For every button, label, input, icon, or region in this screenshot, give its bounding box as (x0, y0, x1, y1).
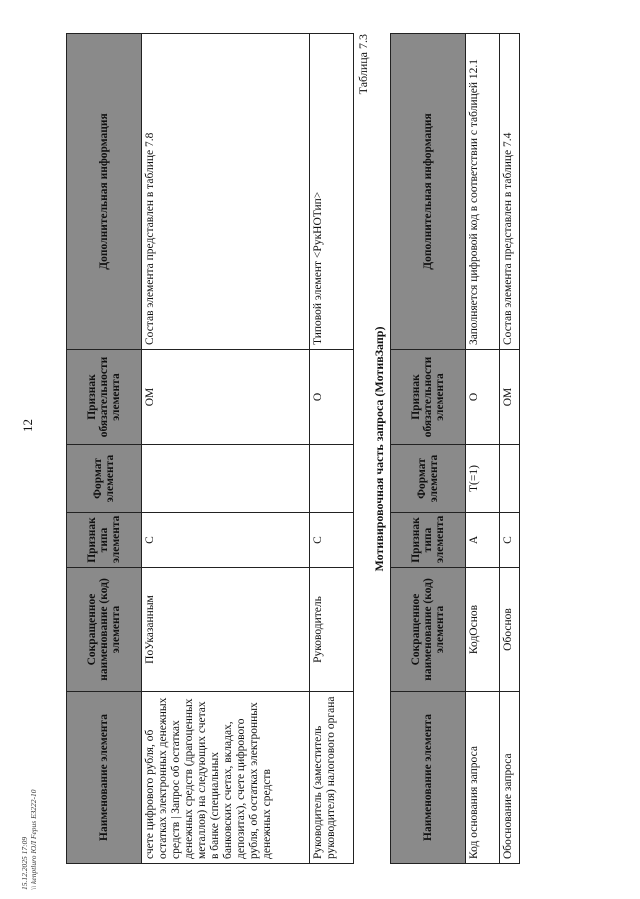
cell-required: О (310, 350, 354, 445)
cell-info: Типовой элемент <РукНОТип> (310, 34, 354, 350)
footer-path: \\ kenptluro ЮЛ Fepus ЕЗ222-10 (29, 789, 38, 890)
header-element-format: Формат элемента (391, 445, 466, 513)
cell-format (310, 445, 354, 513)
motivation-table (390, 33, 520, 864)
header-element-name: Наименование элемента (67, 692, 142, 864)
cell-name: счете цифрового рубля, об остатках электронных денежных средств | Запрос об остатках денежных средств (драгоценных металлов) на следующих счетах в банке (специальных банковских счетах, вкладах, депозитах), счете цифрового рубля, об остатках электронных денежных средств (142, 692, 310, 864)
table-header-row (67, 34, 142, 864)
table-row (466, 34, 500, 864)
header-element-code: Сокращенное наименование (код) элемента (391, 568, 466, 692)
cell-required: ОМ (142, 350, 310, 445)
cell-type: А (466, 513, 500, 568)
page-number: 12 (20, 419, 35, 432)
header-additional-info: Дополнительная информация (67, 34, 142, 350)
cell-code: ПоУказанным (142, 568, 310, 692)
header-element-format: Формат элемента (67, 445, 142, 513)
cell-format (500, 445, 520, 513)
table-row (142, 34, 310, 864)
header-element-code: Сокращенное наименование (код) элемента (67, 568, 142, 692)
table-row (310, 34, 354, 864)
cell-format (142, 445, 310, 513)
cell-info: Заполняется цифровой код в соответствии с таблицей 12.1 (466, 34, 500, 350)
header-element-required: Признак обязательности элемента (67, 350, 142, 445)
cell-name: Руководитель (заместитель руководителя) налогового органа (310, 692, 354, 864)
header-element-name: Наименование элемента (391, 692, 466, 864)
cell-info: Состав элемента представлен в таблице 7.4 (500, 34, 520, 350)
cell-info: Состав элемента представлен в таблице 7.8 (142, 34, 310, 350)
header-element-type: Признак типа элемента (67, 513, 142, 568)
elements-table-continued (66, 33, 354, 864)
header-element-required: Признак обязательности элемента (391, 350, 466, 445)
cell-type: С (500, 513, 520, 568)
cell-type: С (310, 513, 354, 568)
cell-type: С (142, 513, 310, 568)
table-header-row (391, 34, 466, 864)
cell-format: T(=1) (466, 445, 500, 513)
table-title-caption: Мотивировочная часть запроса (МотивЗапр) (372, 326, 386, 572)
cell-code: Обоснов (500, 568, 520, 692)
cell-code: Руководитель (310, 568, 354, 692)
header-element-type: Признак типа элемента (391, 513, 466, 568)
cell-code: КодОснов (466, 568, 500, 692)
header-additional-info: Дополнительная информация (391, 34, 466, 350)
footer-timestamp: 15.12.2025 17:09 (20, 836, 29, 890)
rotated-page-content (66, 34, 516, 864)
cell-name: Код основания запроса (466, 692, 500, 864)
table-row (500, 34, 520, 864)
cell-required: О (466, 350, 500, 445)
scan-footer (20, 789, 38, 890)
cell-name: Обоснование запроса (500, 692, 520, 864)
cell-required: ОМ (500, 350, 520, 445)
table-number-caption: Таблица 7.3 (356, 34, 370, 95)
